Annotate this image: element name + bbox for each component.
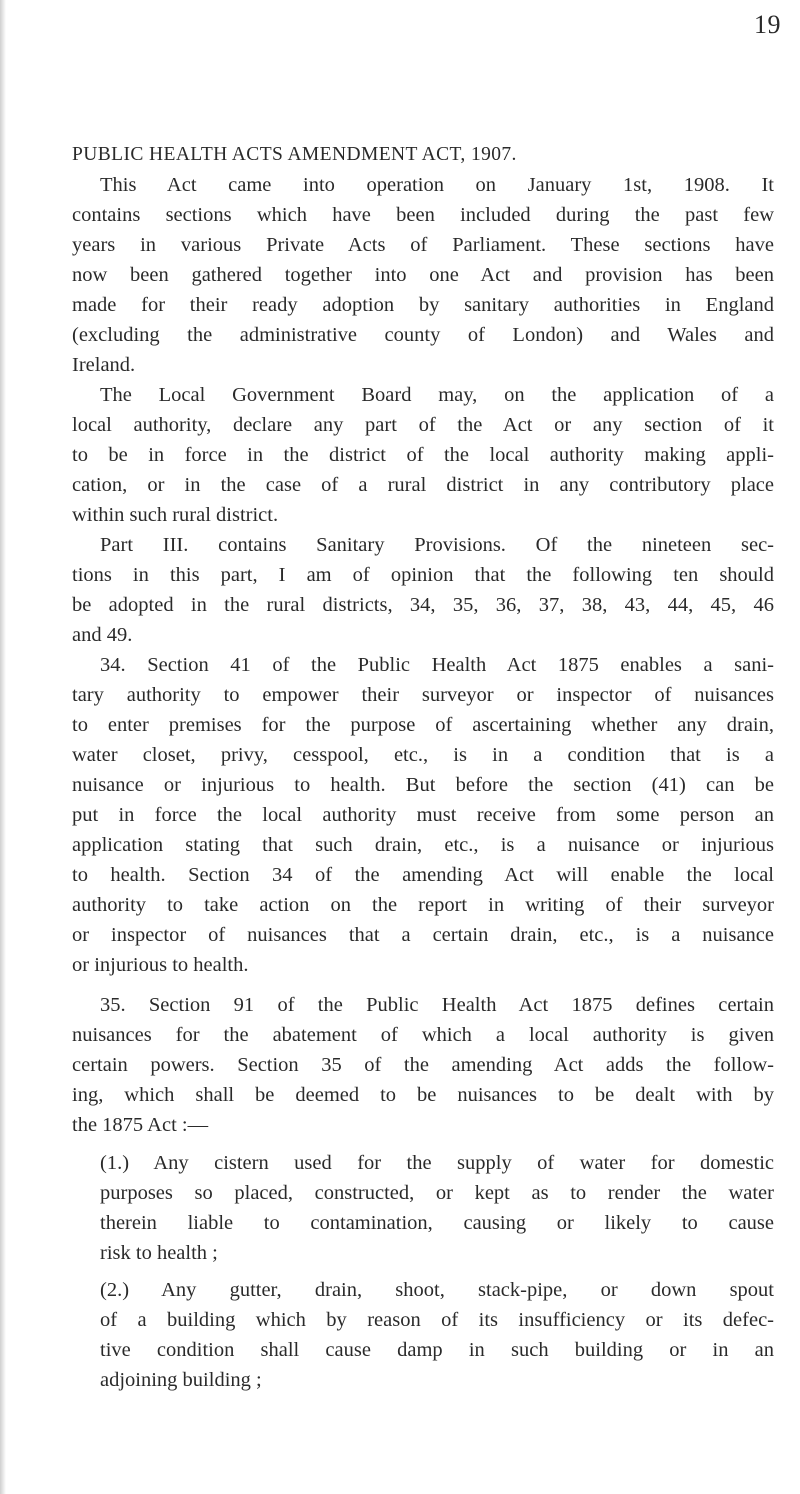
- text-line: tions in this part, I am of opinion that the following ten should: [72, 564, 774, 586]
- text-line: (2.) Any gutter, drain, shoot, stack-pipe, or down spout: [100, 1279, 774, 1301]
- text-line: (excluding the administrative county of London) and Wales and: [72, 324, 774, 346]
- text-line: the 1875 Act :—: [72, 1114, 209, 1136]
- text-line: purposes so placed, constructed, or kept as to render the water: [100, 1182, 774, 1204]
- page-edge-shadow: [0, 0, 6, 1494]
- text-line: to enter premises for the purpose of ascertaining whether any drain,: [72, 714, 774, 736]
- text-line: contains sections which have been included during the past few: [72, 204, 774, 226]
- text-line: tive condition shall cause damp in such building or in an: [100, 1339, 774, 1361]
- text-line: 35. Section 91 of the Public Health Act 1875 defines certain: [100, 994, 774, 1016]
- text-line: adjoining building ;: [100, 1369, 262, 1391]
- page-number: 19: [754, 10, 781, 39]
- list-item-cistern: [100, 1148, 774, 1268]
- text-line: now been gathered together into one Act and provision has been: [72, 264, 774, 286]
- list-item-gutter: [100, 1275, 774, 1395]
- text-line: tary authority to empower their surveyor or inspector of nuisances: [72, 684, 774, 706]
- text-line: cation, or in the case of a rural district in any contributory place: [72, 474, 774, 496]
- text-line: to be in force in the district of the local authority making appli-: [72, 444, 774, 466]
- text-line: put in force the local authority must receive from some person an: [72, 804, 774, 826]
- text-line: years in various Private Acts of Parliament. These sections have: [72, 234, 774, 256]
- text-line: to health. Section 34 of the amending Act will enable the local: [72, 864, 774, 886]
- text-line: Ireland.: [72, 354, 136, 376]
- text-line: or injurious to health.: [72, 954, 249, 976]
- text-line: and 49.: [72, 624, 133, 646]
- text-line: or inspector of nuisances that a certain drain, etc., is a nuisance: [72, 924, 774, 946]
- paragraph-part-iii: [72, 530, 774, 650]
- text-line: (1.) Any cistern used for the supply of water for domestic: [100, 1152, 774, 1174]
- text-line: water closet, privy, cesspool, etc., is in a condition that is a: [72, 744, 774, 766]
- text-line: nuisances for the abatement of which a local authority is given: [72, 1024, 774, 1046]
- text-line: local authority, declare any part of the Act or any section of it: [72, 414, 774, 436]
- text-line: 34. Section 41 of the Public Health Act 1875 enables a sani-: [100, 654, 774, 676]
- section-heading: PUBLIC HEALTH ACTS AMENDMENT ACT, 1907.: [72, 144, 517, 165]
- text-line: of a building which by reason of its insufficiency or its defec-: [100, 1309, 774, 1331]
- text-line: nuisance or injurious to health. But before the section (41) can be: [72, 774, 774, 796]
- text-line: Part III. contains Sanitary Provisions. Of the nineteen sec-: [100, 534, 774, 556]
- text-line: within such rural district.: [72, 504, 279, 526]
- text-line: ing, which shall be deemed to be nuisances to be dealt with by: [72, 1084, 774, 1106]
- paragraph-section-35: [72, 990, 774, 1140]
- text-line: certain powers. Section 35 of the amending Act adds the follow-: [72, 1054, 774, 1076]
- text-line: risk to health ;: [100, 1242, 218, 1264]
- text-line: be adopted in the rural districts, 34, 35, 36, 37, 38, 43, 44, 45, 46: [72, 594, 774, 616]
- text-line: made for their ready adoption by sanitary authorities in England: [72, 294, 774, 316]
- text-line: The Local Government Board may, on the application of a: [100, 384, 774, 406]
- text-line: application stating that such drain, etc., is a nuisance or injurious: [72, 834, 774, 856]
- text-line: authority to take action on the report in writing of their surveyor: [72, 894, 774, 916]
- paragraph-section-34: [72, 650, 774, 980]
- paragraph-introduction: [72, 170, 774, 380]
- paragraph-local-government-board: [72, 380, 774, 530]
- text-line: This Act came into operation on January 1st, 1908. It: [100, 174, 774, 196]
- text-line: therein liable to contamination, causing or likely to cause: [100, 1212, 774, 1234]
